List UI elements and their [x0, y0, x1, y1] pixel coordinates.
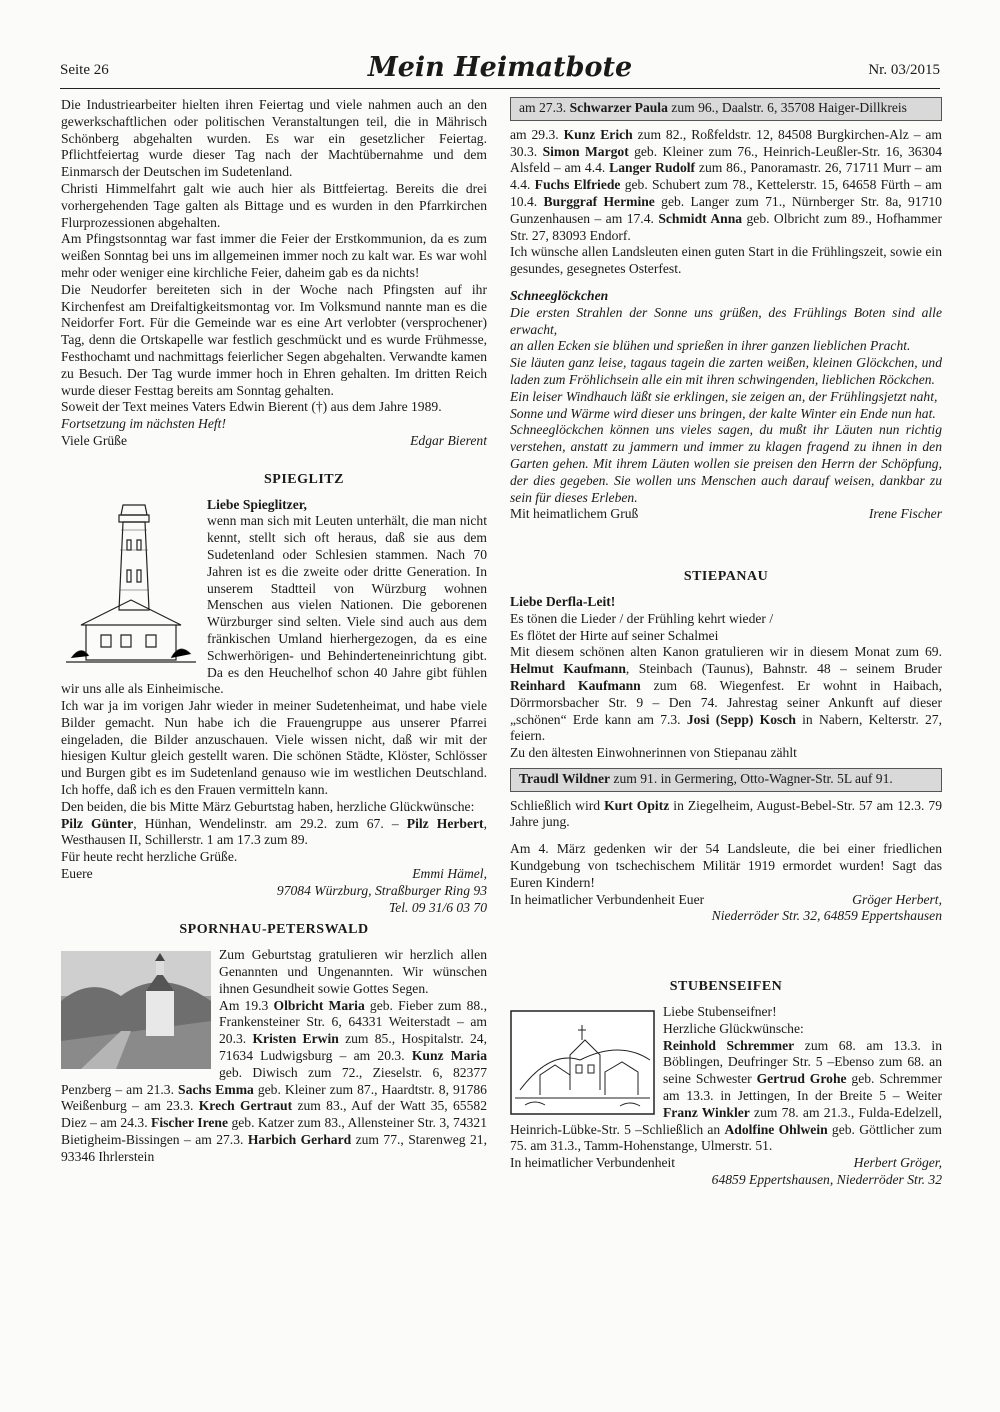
entry-text: Am 19.3	[219, 997, 274, 1013]
entry-text: Mit diesem schönen alten Kanon gratulieren wir in diesem Monat zum 69.	[510, 644, 942, 660]
paragraph	[510, 798, 942, 832]
greeting: Euere	[61, 866, 93, 882]
village-sketch	[510, 1010, 655, 1115]
person-name: Gertrud Grohe	[756, 1071, 847, 1087]
entry-text: zum 68. Wiegenfest. Er wohnt in Haibach, Dörrmorsbacher Str. 9 – Den 74. Jahrestag seiner Ankunft auf dieser „schönen“ Erde kann am 7.3.	[510, 677, 942, 727]
spieglitz-section	[61, 497, 487, 917]
entry-text: geb. Katzer zum 83., Allensteiner Str. 3, 74321 Bietigheim-Bissingen – am 27.3.	[61, 1115, 488, 1148]
entry-text: in Ziegelheim, August-Bebel-Str. 57 am 12.3. 79 Jahre jung.	[510, 797, 942, 830]
right-column	[510, 97, 942, 1189]
entry-text: zum 68. am 13.3. in Böblingen, Deufringer Str. 5 –Ebenso zum 68. an seine Schwester	[663, 1037, 942, 1087]
entry-text: , Steinbach (Taunus), Bahnstr. 48 – seinem Bruder	[625, 661, 942, 677]
paragraph: Zum Geburtstag gratulieren wir herzlich allen Genannten und Ungenannten. Wir wünschen ihnen Gesundheit sowie Gottes Segen.	[219, 947, 487, 996]
paragraph: Zu den ältesten Einwohnerinnen von Stiepanau zählt	[510, 745, 797, 761]
person-name: Harbich Gerhard	[247, 1132, 352, 1148]
entry-text: zum 91. in Germering, Otto-Wagner-Str. 5L auf 91.	[610, 770, 893, 786]
person-name: Pilz Günter	[61, 815, 134, 831]
entry-text: geb. Schremmer am 13.3. in Jettingen, In der Breite 5 – Weiter	[663, 1071, 942, 1104]
person-name: Reinhard Kaufmann	[510, 677, 641, 693]
entry-text: geb. Diwisch zum 72., Zieselstr. 6, 82377 Penzberg – am 21.3.	[61, 1064, 487, 1097]
person-name: Josi (Sepp) Kosch	[686, 711, 796, 727]
entry-text: geb. Olbricht zum 89., Hofhammer Str. 27, 83093 Endorf.	[510, 210, 942, 243]
person-name: Simon Margot	[542, 143, 629, 159]
tower-illustration	[61, 500, 199, 670]
spornhau-section	[61, 947, 487, 1165]
section-title-stiepanau: STIEPANAU	[683, 569, 769, 585]
signature-line	[510, 892, 942, 909]
poem-line: Schneeglöckchen können uns vieles sagen, du mußt ihr Läuten nun richtig verstehen, anstatt zu jammern und immer zu klagen fragend zu ihnen in den Garten gehen. Mit ihrem Läuten wollen sie preisen den Herrn der Schöpfung, der dies gegeben. Sie wollen uns Menschen auch darauf weisen, dankbar zu sein für dieses Erleben.	[510, 422, 942, 505]
section-title-spornhau: SPORNHAU-PETERSWALD	[179, 922, 369, 938]
entry-text: geb. Fieber zum 88., Frankensteiner Str. 6, 64331 Weiterstadt – am 20.3.	[219, 997, 487, 1047]
continuation-note: Fortsetzung im nächsten Heft!	[61, 416, 226, 432]
person-name: Franz Winkler	[663, 1104, 750, 1120]
greeting: In heimatlicher Verbundenheit Euer	[510, 891, 705, 907]
entry-text: geb. Schubert zum 78., Kettelerstr. 15, 64658 Fürth – am 10.4.	[510, 177, 942, 209]
entry-text: , Hünhan, Wendelinstr. am 29.2. zum 67. –	[133, 815, 407, 831]
left-column	[61, 97, 487, 1166]
person-name: Schwarzer Paula	[569, 100, 668, 115]
highlight-box	[510, 97, 942, 121]
entry-text: zum 82., Roßfeldstr. 12, 84508 Burgkirchen-Alz – am 30.3.	[510, 126, 942, 159]
entry-text: , Westhausen II, Schillerstr. 1 am 17.3 zum 89.	[61, 815, 487, 848]
paragraph: Die Industriearbeiter hielten ihren Feiertag und viele nahmen auch an den gewerkschaftlichen oder politischen Veranstaltungen teil, die in Mährisch Schönberg abgehalten wurden. Es war ein gesetzlicher Feiertag. Pflichtfeiertag wurde dieser Tag nach der Machtübernahme und dem Einmarsch der Deutschen im Sudetenland.	[61, 97, 487, 180]
salutation: Liebe Derfla-Leit!	[510, 593, 616, 609]
person-name: Helmut Kaufmann	[510, 661, 626, 677]
signature-line	[510, 1155, 942, 1172]
page-header	[60, 52, 940, 82]
entry-text: am 27.3.	[519, 100, 570, 115]
church-photo	[61, 951, 211, 1069]
poem-line: Die ersten Strahlen der Sonne uns grüßen, des Frühlings Boten sind alle erwacht,	[510, 304, 942, 337]
entry-text: geb. Langer zum 71., Nürnberger Str. 8a, 91710 Gunzenhausen – am 17.4.	[510, 193, 942, 226]
person-name: Traudl Wildner	[519, 770, 611, 786]
signature-line	[61, 866, 487, 883]
paragraph: Den beiden, die bis Mitte März Geburtstag haben, herzliche Glückwünsche:	[61, 798, 475, 814]
entry-text: zum 96., Daalstr. 6, 35708 Haiger-Dillkreis	[667, 100, 907, 115]
birthday-list	[61, 816, 487, 850]
paragraph: Für heute recht herzliche Grüße.	[61, 849, 238, 865]
author-name: Irene Fischer	[868, 506, 942, 522]
highlight-box	[510, 768, 942, 792]
entry-text: zum 77., Starenweg 21, 93346 Ihrlerstein	[61, 1132, 487, 1164]
entry-text: geb. Göttlicher zum 75. am 31.3., Tamm-Hohenstange, Ulmerstr. 51.	[510, 1121, 942, 1154]
entry-text: zum 78. am 21.3., Fulda-Edelzell, Heinrich-Lübke-Str. 5 –Schließlich an	[510, 1104, 942, 1137]
entry-text: am 29.3.	[510, 126, 564, 142]
person-name: Langer Rudolf	[609, 160, 696, 176]
poem-line: an allen Ecken sie blühen und sprießen in ihrer ganzen lieblichen Pracht.	[510, 338, 911, 354]
entry-text: Schließlich wird	[510, 797, 605, 813]
poem-line: Sonne und Wärme wird dieser uns bringen, der kalte Winter ein Ende nun hat.	[510, 405, 936, 421]
paragraph: Ich war ja im vorigen Jahr wieder in meiner Sudetenheimat, und habe viele Bilder gemacht. Nun habe ich die Frauengruppe aus unserer Pfarrei eingeladen, die Bilder anzuschauen. Viele wissen nicht, daß wir mit der hiesigen Kultur gleich gestellt waren. Die schönen Städte, Klöster, Schlösser und Burgen gibt es im Sudetenland genauso wie im westlichen Deutschland. Ich hoffe, daß ich es den Frauen vermitteln kann.	[61, 698, 487, 798]
author-address: Niederröder Str. 32, 64859 Eppertshausen	[711, 908, 942, 924]
issue-number: Nr. 03/2015	[868, 62, 940, 78]
author-name: Emmi Hämel,	[412, 866, 487, 882]
paragraph: Am 4. März gedenken wir der 54 Landsleute, die bei einer friedlichen Kundgebung von tschechischem Militär 1919 ermordet wurden! Sagt das Euren Kindern!	[510, 841, 942, 890]
person-name: Fischer Irene	[151, 1115, 228, 1131]
header-rule	[60, 88, 940, 89]
entry-text: geb. Kleiner zum 87., Haardtstr. 8, 91786 Weißenburg – am 23.3.	[61, 1081, 487, 1114]
greeting: In heimatlicher Verbundenheit	[510, 1155, 676, 1171]
person-name: Kurt Opitz	[604, 797, 670, 813]
person-name: Fuchs Elfriede	[534, 177, 621, 193]
author-name: Gröger Herbert,	[852, 891, 942, 907]
entry-text: zum 86., Panoramastr. 26, 71711 Murr – am 4.4.	[510, 160, 942, 193]
stubenseifen-section	[510, 1004, 942, 1189]
paragraph: Die Neudorfer bereiteten sich in der Woche nach Pfingsten auf ihr Kirchenfest am Dreifaltigkeitsmontag vor. Im Volksmund nannte man es die Neidorfer Fort. Für die Gemeinde war es eine Art verlobter (versprochener) Tag, denn die Ortskapelle war festlich geschmückt und es wurde Frühmesse, Festhochamt und nachmittags feierlicher Segen abgehalten. Verwandte kamen zu Besuch. Der Tag wurde immer hoch in Ehren gehalten. Im dritten Reich wurde dieser Festtag bereits am Sonntag gehalten.	[61, 281, 487, 398]
person-name: Kristen Erwin	[252, 1031, 339, 1047]
person-name: Olbricht Maria	[273, 997, 365, 1013]
song-line: Es flötet der Hirte auf seiner Schalmei	[510, 627, 719, 643]
poem-line: Ein leiser Windhauch läßt sie erklingen, sie zeigen an, der Frühlingsjetzt naht,	[510, 388, 938, 404]
person-name: Kunz Erich	[563, 126, 633, 142]
paragraph: wenn man sich mit Leuten unterhält, die man nicht kennt, stellt sich oft heraus, daß sie aus dem Sudetenland oder Schlesien stammen. Nach 70 Jahren ist es die zweite oder dritte Generation. In unserem Stadtteil von Würzburg wohnen Menschen aus vielen Nationen. Die geborenen Würzburger sind selten. Viele sind auch aus dem fränkischen Umland hierhergezogen, da es eine Schwerhörigen- und Behinderteneinrichtung gibt. Da es den Heuchelhof schon 40 Jahre gibt fühlen wir uns alle als Einheimische.	[61, 513, 487, 697]
person-name: Kunz Maria	[411, 1048, 487, 1064]
author-phone: Tel. 09 31/6 03 70	[388, 899, 487, 915]
entry-text: in Nabern, Kelterstr. 27, feiern.	[510, 711, 942, 744]
author-address: 97084 Würzburg, Straßburger Ring 93	[276, 882, 487, 898]
signature-line	[510, 506, 942, 523]
entry-text: geb. Kleiner zum 76., Heinrich-Leußler-Str. 16, 36304 Alsfeld – am 4.4.	[510, 143, 942, 176]
masthead-title: Mein Heimatbote	[367, 52, 633, 83]
person-name: Reinhold Schremmer	[663, 1037, 795, 1053]
paragraph: Herzliche Glückwünsche:	[663, 1020, 804, 1036]
greeting: Viele Grüße	[61, 432, 127, 448]
paragraph: Ich wünsche allen Landsleuten einen guten Start in die Frühlingszeit, sowie ein gesundes, gesegnetes Osterfest.	[510, 244, 942, 277]
entry-text: zum 83., Auf der Watt 35, 65582 Diez – am 24.3.	[61, 1098, 487, 1131]
person-name: Burggraf Hermine	[543, 193, 655, 209]
paragraph: Soweit der Text meines Vaters Edwin Bierent (†) aus dem Jahre 1989.	[61, 399, 442, 415]
author-name: Herbert Gröger,	[853, 1155, 942, 1171]
page-number: Seite 26	[60, 62, 109, 78]
person-name: Adolfine Ohlwein	[724, 1121, 828, 1137]
paragraph: Am Pfingstsonntag war fast immer die Feier der Erstkommunion, da es zum weißen Sonntag bei uns im allgemeinen immer noch zu kalt war. Es war wohl mehr oder weniger eine kirchliche Feier, daheim gab es da nichts!	[61, 231, 487, 280]
poem-title: Schneeglöckchen	[510, 287, 609, 303]
song-line: Es tönen die Lieder / der Frühling kehrt wieder /	[510, 610, 774, 626]
person-name: Pilz Herbert	[406, 815, 484, 831]
birthday-list	[510, 644, 942, 745]
signature-line	[61, 433, 487, 450]
person-name: Sachs Emma	[178, 1081, 254, 1097]
author-name: Edgar Bierent	[410, 432, 487, 448]
salutation: Liebe Stubenseifner!	[663, 1004, 777, 1020]
birthday-list	[510, 127, 942, 245]
paragraph: Christi Himmelfahrt galt wie auch hier als Bittfeiertag. Bereits die drei vorhergehenden Tage galten als Bittage und es wurden in den Pfarrkirchen Flurprozessionen abgehalten.	[61, 180, 487, 230]
salutation: Liebe Spieglitzer,	[207, 496, 307, 512]
section-title-stubenseifen: STUBENSEIFEN	[669, 979, 783, 995]
section-title-spieglitz: SPIEGLITZ	[264, 471, 344, 487]
author-address: 64859 Eppertshausen, Niederröder Str. 32	[711, 1172, 942, 1188]
greeting: Mit heimatlichem Gruß	[510, 506, 639, 522]
entry-text: zum 85., Hospitalstr. 24, 71634 Ludwigsburg – am 20.3.	[219, 1031, 487, 1064]
person-name: Krech Gertraut	[198, 1098, 293, 1114]
poem-line: Sie läuten ganz leise, tagaus tagein die zarten weißen, kleinen Glöckchen, und laden zum Fröhlichsein alle ein mit ihren schwingenden, lieblichen Röckchen.	[510, 355, 942, 387]
person-name: Schmidt Anna	[658, 210, 743, 226]
